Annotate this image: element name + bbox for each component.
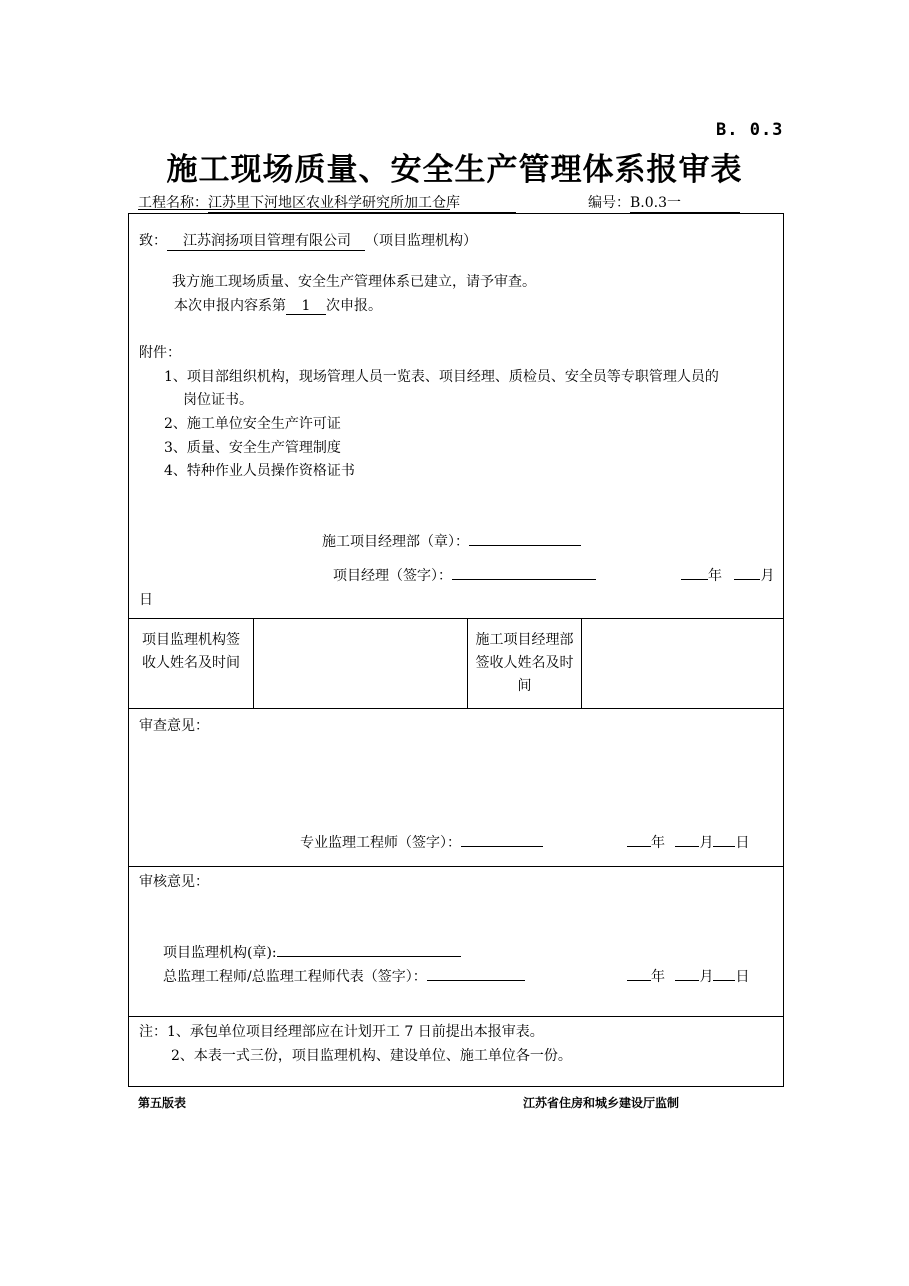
year-blank[interactable] (681, 565, 708, 580)
engineer-sign-row (300, 832, 543, 852)
addressee-row (139, 230, 477, 251)
footer-issuer: 江苏省住房和城乡建设厅监制 (523, 1096, 680, 1110)
engineer-sign-label: 专业监理工程师（签字）： (300, 835, 461, 851)
chief-sign-blank[interactable] (427, 966, 525, 981)
submission-prefix: 本次申报内容系第 (174, 298, 286, 314)
review-year-label: 年 (651, 835, 665, 851)
audit-day-blank[interactable] (713, 966, 735, 981)
dept-seal-blank[interactable] (469, 531, 581, 546)
month-label: 月 (760, 568, 775, 584)
project-name-value: 江苏里下河地区农业科学研究所加工仓库 (208, 192, 516, 213)
project-underline (138, 209, 450, 210)
page-title: 施工现场质量、安全生产管理体系报审表 (166, 152, 743, 188)
note-line-1: 注：1、承包单位项目经理部应在计划开工 7 日前提出本报审表。 (139, 1024, 544, 1040)
org-seal-row (163, 942, 461, 962)
divider-receipt (128, 708, 784, 709)
attachments-heading: 附件： (139, 345, 181, 361)
audit-month-blank[interactable] (675, 966, 699, 981)
audit-heading: 审核意见： (139, 874, 209, 890)
section1-date (681, 565, 774, 585)
manager-sign-label: 项目经理（签字）： (333, 568, 452, 584)
body-line-1: 我方施工现场质量、安全生产管理体系已建立，请予审查。 (172, 274, 536, 290)
org-seal-label: 项目监理机构(章): (163, 945, 277, 961)
body-line-2 (174, 295, 382, 315)
attachment-item-1: 1、项目部组织机构，现场管理人员一览表、项目经理、质检员、安全员等专职管理人员的 (164, 369, 719, 385)
attachment-item-2: 2、施工单位安全生产许可证 (164, 416, 341, 432)
review-day-blank[interactable] (713, 832, 735, 847)
audit-day-label: 日 (735, 969, 750, 985)
review-month-blank[interactable] (675, 832, 699, 847)
supervision-receipt-label: 项目监理机构签收人姓名及时间 (142, 632, 240, 671)
divider-review (128, 866, 784, 867)
dept-seal-row (322, 531, 581, 551)
submission-count: 1 (286, 298, 326, 315)
review-date (627, 832, 749, 852)
dept-seal-label: 施工项目经理部（章）： (322, 534, 469, 550)
addressee-prefix: 致： (139, 233, 167, 249)
form-code: B. 0.3 (716, 120, 784, 140)
supervision-receipt-field[interactable] (254, 619, 466, 707)
attachment-item-4: 4、特种作业人员操作资格证书 (164, 463, 355, 479)
review-month-label: 月 (699, 835, 714, 851)
divider-audit (128, 1016, 784, 1017)
addressee-name: 江苏润扬项目管理有限公司 (167, 230, 365, 251)
manager-sign-row (333, 565, 596, 585)
note-line-2: 2、本表一式三份，项目监理机构、建设单位、施工单位各一份。 (171, 1048, 572, 1064)
audit-year-label: 年 (651, 969, 665, 985)
receipt-col-2 (467, 618, 468, 708)
contractor-receipt-field[interactable] (582, 619, 783, 707)
engineer-sign-blank[interactable] (461, 832, 543, 847)
attachment-item-3: 3、质量、安全生产管理制度 (164, 440, 341, 456)
chief-sign-row (163, 966, 525, 986)
audit-date (627, 966, 749, 986)
year-label: 年 (708, 568, 722, 584)
form-number-row (588, 192, 740, 213)
audit-year-blank[interactable] (627, 966, 651, 981)
attachment-item-1-cont: 岗位证书。 (183, 392, 253, 408)
form-number-value: B.0.3一 (630, 192, 740, 213)
addressee-suffix: （项目监理机构） (365, 233, 477, 249)
review-year-blank[interactable] (627, 832, 651, 847)
form-number-label: 编号： (588, 195, 630, 211)
org-seal-blank[interactable] (277, 942, 461, 957)
month-blank[interactable] (734, 565, 760, 580)
review-day-label: 日 (735, 835, 750, 851)
contractor-receipt-label: 施工项目经理部签收人姓名及时间 (475, 632, 574, 694)
review-heading: 审查意见： (139, 718, 209, 734)
footer-edition: 第五版表 (138, 1096, 187, 1110)
chief-sign-label: 总监理工程师/总监理工程师代表（签字）： (163, 969, 427, 985)
submission-suffix: 次申报。 (326, 298, 382, 314)
project-name-label: 工程名称： (138, 195, 208, 211)
audit-month-label: 月 (699, 969, 714, 985)
day-label: 日 (139, 592, 153, 608)
manager-sign-blank[interactable] (452, 565, 596, 580)
